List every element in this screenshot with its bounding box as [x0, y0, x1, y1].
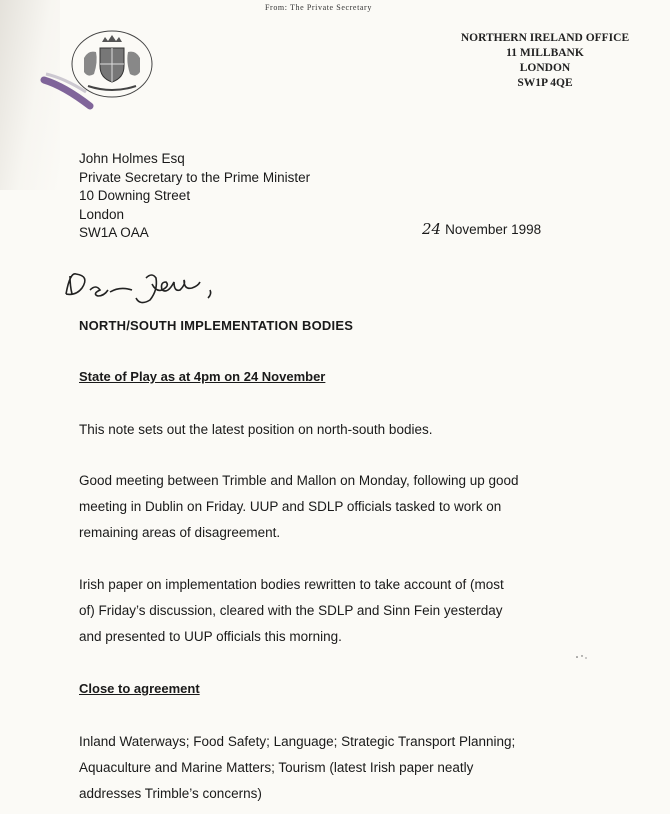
office-line: NORTHERN IRELAND OFFICE: [460, 32, 630, 44]
paragraph-line: remaining areas of disagreement.: [79, 525, 281, 540]
recipient-line: SW1A OAA: [79, 225, 149, 240]
recipient-line: John Holmes Esq: [79, 151, 185, 166]
recipient-line: 10 Downing Street: [79, 188, 191, 203]
scan-speck-icon: [574, 652, 590, 662]
recipient-line: Private Secretary to the Prime Minister: [79, 169, 311, 185]
state-of-play-heading: State of Play as at 4pm on 24 November: [79, 369, 326, 384]
paragraph-line: Inland Waterways; Food Safety; Language; Strategic Transport Planning;: [79, 734, 516, 749]
paragraph-line: meeting in Dublin on Friday. UUP and SDLP officials tasked to work on: [79, 499, 502, 514]
meeting-paragraph: [79, 468, 579, 546]
intro-paragraph: [79, 417, 579, 443]
paragraph-line: Good meeting between Trimble and Mallon on Monday, following up good: [79, 473, 519, 488]
paragraph-line: and presented to UUP officials this morning.: [79, 629, 342, 644]
office-line: SW1P 4QE: [517, 77, 573, 89]
letter-title: NORTH/SOUTH IMPLEMENTATION BODIES: [79, 318, 354, 333]
from-line: From: The Private Secretary: [265, 3, 372, 12]
paragraph-line: addresses Trimble’s concerns): [79, 786, 262, 801]
handwritten-salutation: [60, 264, 240, 306]
paragraph-line: Aquaculture and Marine Matters; Tourism (latest Irish paper neatly: [79, 760, 474, 775]
recipient-address: [79, 150, 310, 243]
date-month-year: November 1998: [445, 222, 542, 237]
office-line: LONDON: [519, 62, 571, 74]
office-line: 11 MILLBANK: [506, 47, 584, 59]
close-to-agreement-heading: Close to agreement: [79, 681, 200, 696]
paper-clip-mark-icon: [40, 68, 110, 114]
irish-paper-paragraph: [79, 572, 579, 650]
office-address: [440, 31, 650, 91]
paragraph-line: Irish paper on implementation bodies rewritten to take account of (most: [79, 577, 504, 592]
paragraph-line: of) Friday’s discussion, cleared with the SDLP and Sinn Fein yesterday: [79, 603, 503, 618]
letter-date: [422, 220, 541, 238]
close-to-agreement-list: [79, 729, 579, 807]
paragraph-line: This note sets out the latest position on north-south bodies.: [79, 422, 433, 437]
recipient-line: London: [79, 206, 125, 222]
handwritten-day: 24: [422, 220, 442, 238]
